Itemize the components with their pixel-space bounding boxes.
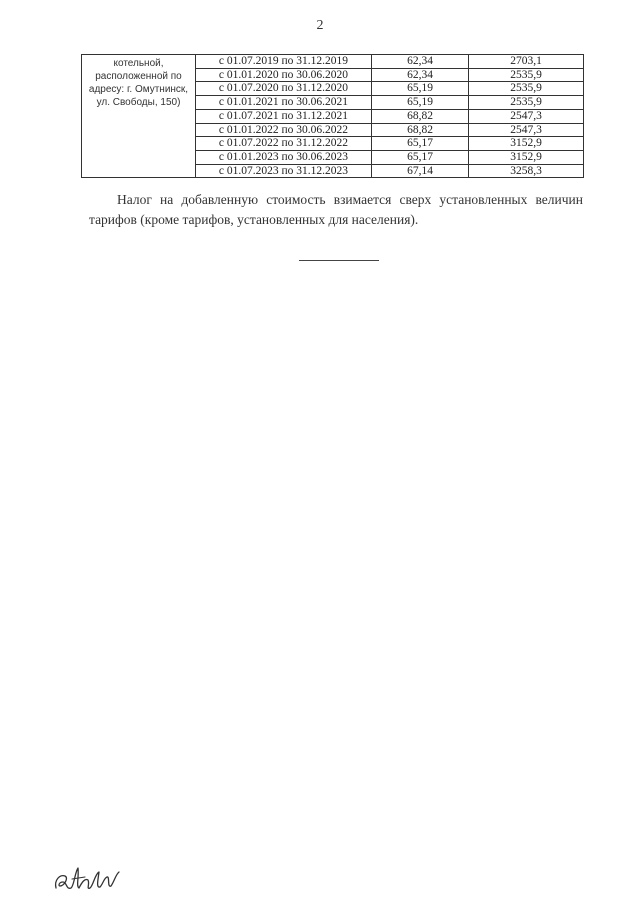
tariff-table	[81, 54, 584, 178]
value-a-cell: 68,82	[372, 109, 469, 123]
value-a-cell: 65,19	[372, 96, 469, 110]
period-cell: с 01.01.2021 по 30.06.2021	[196, 96, 372, 110]
period-cell: с 01.01.2022 по 30.06.2022	[196, 123, 372, 137]
value-b-cell: 3152,9	[469, 150, 584, 164]
period-cell: с 01.07.2022 по 31.12.2022	[196, 137, 372, 151]
boiler-address-cell	[82, 55, 196, 178]
address-line: расположенной по	[95, 71, 182, 82]
period-cell: с 01.07.2023 по 31.12.2023	[196, 164, 372, 178]
divider-line	[299, 260, 379, 261]
value-a-cell: 68,82	[372, 123, 469, 137]
value-b-cell: 2547,3	[469, 123, 584, 137]
period-cell: с 01.07.2021 по 31.12.2021	[196, 109, 372, 123]
value-b-cell: 2535,9	[469, 68, 584, 82]
address-line: адресу: г. Омутнинск,	[88, 84, 189, 95]
value-b-cell: 3258,3	[469, 164, 584, 178]
vat-note: Налог на добавленную стоимость взимается сверх установленных величин тарифов (кроме тарифов, установленных для населения).	[89, 192, 583, 227]
value-a-cell: 62,34	[372, 68, 469, 82]
signature	[52, 860, 122, 894]
value-a-cell: 67,14	[372, 164, 469, 178]
period-cell: с 01.07.2019 по 31.12.2019	[196, 55, 372, 69]
value-a-cell: 62,34	[372, 55, 469, 69]
address-line: котельной,	[113, 58, 164, 69]
value-a-cell: 65,17	[372, 137, 469, 151]
value-b-cell: 3152,9	[469, 137, 584, 151]
value-b-cell: 2535,9	[469, 96, 584, 110]
value-b-cell: 2535,9	[469, 82, 584, 96]
address-line: ул. Свободы, 150)	[96, 97, 181, 108]
value-b-cell: 2703,1	[469, 55, 584, 69]
value-a-cell: 65,19	[372, 82, 469, 96]
value-b-cell: 2547,3	[469, 109, 584, 123]
period-cell: с 01.01.2023 по 30.06.2023	[196, 150, 372, 164]
table-row	[82, 55, 584, 69]
period-cell: с 01.07.2020 по 31.12.2020	[196, 82, 372, 96]
period-cell: с 01.01.2020 по 30.06.2020	[196, 68, 372, 82]
page-number: 2	[316, 18, 324, 33]
value-a-cell: 65,17	[372, 150, 469, 164]
